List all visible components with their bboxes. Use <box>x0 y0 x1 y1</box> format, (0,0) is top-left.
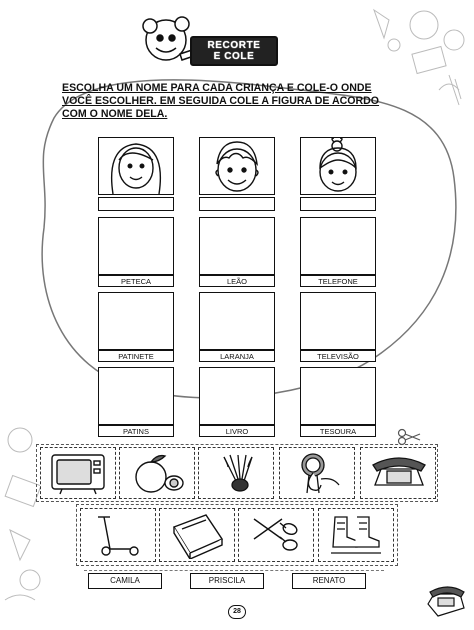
instruction-line-2: VOCÊ ESCOLHER. EM SEGUIDA COLE A FIGURA DE ACORDO <box>62 95 380 107</box>
book-icon <box>166 511 228 559</box>
face-box-3 <box>300 137 376 195</box>
cutout-skates[interactable] <box>318 508 394 562</box>
name-card-1[interactable]: CAMILA <box>88 573 162 589</box>
orange-icon <box>127 451 187 495</box>
boy-face-icon <box>200 138 274 194</box>
grid-label: LIVRO <box>199 425 275 437</box>
paste-box[interactable] <box>199 292 275 350</box>
paste-box[interactable] <box>98 292 174 350</box>
scooter-icon <box>88 511 148 559</box>
cutout-tv[interactable] <box>40 447 116 499</box>
instruction-line-1: ESCOLHA UM NOME PARA CADA CRIANÇA E COLE-O ONDE <box>62 82 372 94</box>
face-box-1 <box>98 137 174 195</box>
grid-label: PATINETE <box>98 350 174 362</box>
paste-box[interactable] <box>300 217 376 275</box>
cutout-scooter[interactable] <box>80 508 156 562</box>
paste-box[interactable] <box>199 217 275 275</box>
instruction-text <box>62 82 422 121</box>
page-number: 28 <box>228 605 246 619</box>
grid-label: PATINS <box>98 425 174 437</box>
paste-box[interactable] <box>300 367 376 425</box>
paste-box[interactable] <box>98 367 174 425</box>
lion-icon <box>287 451 347 495</box>
scissors-icon <box>246 511 306 559</box>
telephone-icon <box>367 451 429 495</box>
girl-ponytail-icon <box>301 138 375 194</box>
tv-icon <box>48 451 108 495</box>
paste-box[interactable] <box>199 367 275 425</box>
cutout-scissors[interactable] <box>238 508 314 562</box>
cutout-lion[interactable] <box>279 447 355 499</box>
face-box-2 <box>199 137 275 195</box>
fax-machine-icon <box>424 584 468 624</box>
grid-label: LARANJA <box>199 350 275 362</box>
cutout-orange[interactable] <box>119 447 195 499</box>
title-line-2: E COLE <box>213 51 255 62</box>
title-line-1: RECORTE <box>207 40 261 51</box>
name-card-2[interactable]: PRISCILA <box>190 573 264 589</box>
page-title <box>190 36 278 66</box>
cutout-book[interactable] <box>159 508 235 562</box>
left-doodle-decoration <box>0 400 60 620</box>
name-cut-line <box>84 570 384 571</box>
name-card-3[interactable]: RENATO <box>292 573 366 589</box>
grid-label: TELEVISÃO <box>300 350 376 362</box>
paste-box[interactable] <box>98 217 174 275</box>
skates-icon <box>325 511 387 559</box>
grid-label: TESOURA <box>300 425 376 437</box>
name-slot-3[interactable] <box>300 197 376 211</box>
cutout-shuttlecock[interactable] <box>198 447 274 499</box>
instruction-line-3: COM O NOME DELA. <box>62 108 168 120</box>
cutout-telephone[interactable] <box>360 447 436 499</box>
grid-label: PETECA <box>98 275 174 287</box>
grid-label: LEÃO <box>199 275 275 287</box>
grid-label: TELEFONE <box>300 275 376 287</box>
name-slot-1[interactable] <box>98 197 174 211</box>
name-slot-2[interactable] <box>199 197 275 211</box>
paste-box[interactable] <box>300 292 376 350</box>
girl-long-hair-icon <box>99 138 173 194</box>
shuttlecock-icon <box>206 451 266 495</box>
